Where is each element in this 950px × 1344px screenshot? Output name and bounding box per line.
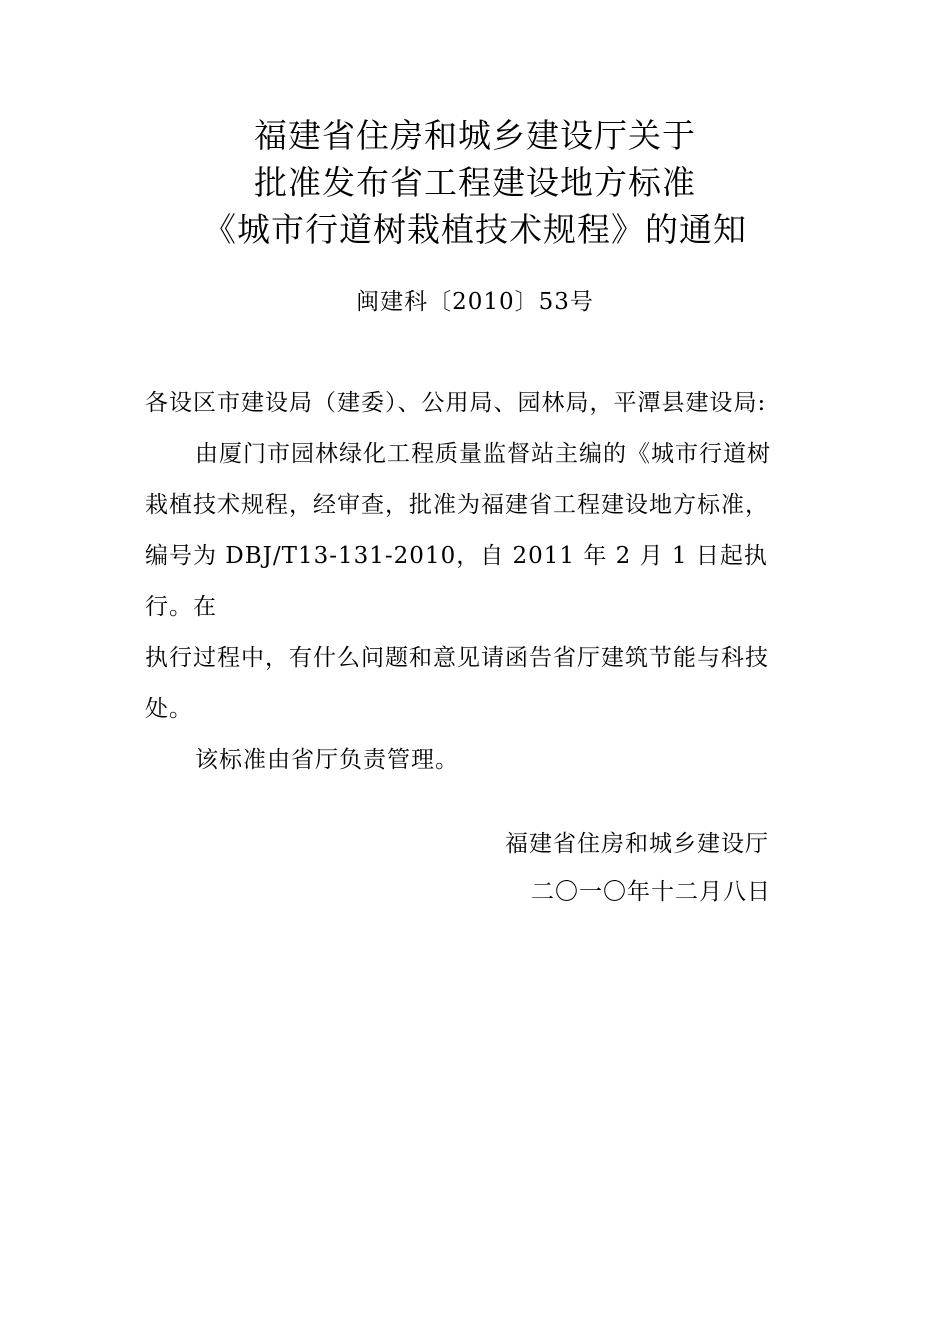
document-number: 闽建科〔2010〕53号: [356, 289, 594, 315]
paragraph-1-line-1: 由厦门市园林绿化工程质量监督站主编的《城市行道树: [195, 441, 771, 467]
title-line-1: 福建省住房和城乡建设厅关于: [254, 116, 696, 155]
recipients-line: 各设区市建设局（建委）、公用局、园林局，平潭县建设局:: [145, 390, 767, 416]
document-body: [145, 378, 805, 786]
title-line-3: 《城市行道树栽植技术规程》的通知: [203, 210, 747, 249]
signature-organization: 福建省住房和城乡建设厅: [505, 831, 769, 857]
paragraph-1-line-4: 执行过程中，有什么问题和意见请函告省厅建筑节能与科技: [145, 645, 769, 671]
signature-date: 二〇一〇年十二月八日: [531, 879, 771, 905]
paragraph-1-line-3: 编号为 DBJ/T13-131-2010，自 2011 年 2 月 1 日起执行。在: [145, 543, 768, 620]
paragraph-1-line-5: 处。: [145, 696, 193, 722]
title-line-2: 批准发布省工程建设地方标准: [254, 163, 696, 202]
signature-block: [505, 820, 805, 916]
paragraph-2: 该标准由省厅负责管理。: [195, 747, 459, 773]
document-title: [0, 112, 950, 253]
paragraph-1-line-2: 栽植技术规程，经审查，批准为福建省工程建设地方标准，: [145, 492, 769, 518]
